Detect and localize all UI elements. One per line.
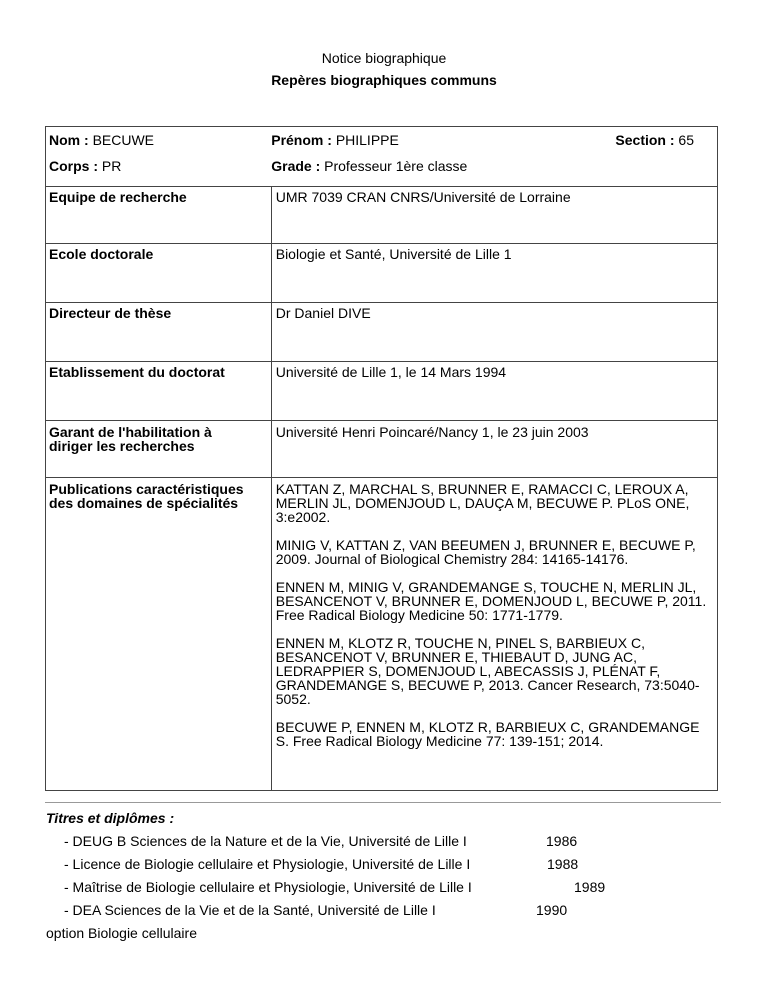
row-directeur xyxy=(46,303,718,362)
publication-item: ENNEN M, KLOTZ R, TOUCHE N, PINEL S, BARBIEUX C, BESANCENOT V, BRUNNER E, THIEBAUT D, JUNG AC, LEDRAPPIER S, DOMENJOUD L, ABECASSIS J, PLÉNAT F, GRANDEMANGE S, BECUWE P, 2013. Cancer Research, 73:5040-5052. xyxy=(275,635,700,707)
diploma-item: - DEUG B Sciences de la Nature et de la Vie, Université de Lille I xyxy=(64,833,467,849)
bio-table xyxy=(45,126,718,791)
section-value: 65 xyxy=(678,132,694,148)
identity-row-name xyxy=(46,127,718,157)
grade-value: Professeur 1ère classe xyxy=(324,158,468,174)
publication-item: ENNEN M, MINIG V, GRANDEMANGE S, TOUCHE N, MERLIN JL, BESANCENOT V, BRUNNER E, DOMENJOUD L, BECUWE P, 2011. Free Radical Biology Medicine 50: 1771-1779. xyxy=(275,579,707,623)
publications-label: Publications caractéristiques des domaines de spécialités xyxy=(46,478,272,791)
row-label: Garant de l'habilitation à diriger les recherches xyxy=(46,421,272,478)
corps-label: Corps : xyxy=(49,158,98,174)
diploma-year: 1988 xyxy=(547,856,579,872)
row-value: Université Henri Poincaré/Nancy 1, le 23 juin 2003 xyxy=(271,421,717,478)
row-value: UMR 7039 CRAN CNRS/Université de Lorraine xyxy=(271,187,717,244)
prenom-label: Prénom : xyxy=(271,132,332,148)
row-publications xyxy=(46,478,718,791)
publication-item: MINIG V, KATTAN Z, VAN BEEUMEN J, BRUNNER E, BECUWE P, 2009. Journal of Biological Chemistry 284: 14165-14176. xyxy=(275,537,696,567)
row-equipe xyxy=(46,187,718,244)
diploma-year: 1986 xyxy=(546,833,578,849)
diploma-year: 1990 xyxy=(536,902,568,918)
publication-item: KATTAN Z, MARCHAL S, BRUNNER E, RAMACCI C, LEROUX A, MERLIN JL, DOMENJOUD L, DAUÇA M, BECUWE P. PLoS ONE, 3:e2002. xyxy=(275,481,690,525)
nom-label: Nom : xyxy=(49,132,89,148)
row-etablissement xyxy=(46,362,718,421)
titres-heading: Titres et diplômes : xyxy=(46,810,175,826)
prenom-value: PHILIPPE xyxy=(335,132,399,148)
document-title: Repères biographiques communs xyxy=(271,72,497,88)
identity-row-corps xyxy=(46,156,718,187)
diploma-item: - DEA Sciences de la Vie et de la Santé, Université de Lille I xyxy=(64,902,436,918)
document-type: Notice biographique xyxy=(321,50,447,66)
publications-list xyxy=(271,478,717,791)
diploma-year: 1989 xyxy=(574,879,606,895)
section-divider xyxy=(45,802,721,803)
section-label: Section : xyxy=(615,132,675,148)
row-ecole xyxy=(46,244,718,303)
diploma-item: - Licence de Biologie cellulaire et Physiologie, Université de Lille I xyxy=(64,856,471,872)
row-label: Ecole doctorale xyxy=(46,244,272,303)
grade-label: Grade : xyxy=(271,158,321,174)
row-value: Biologie et Santé, Université de Lille 1 xyxy=(271,244,717,303)
row-label: Equipe de recherche xyxy=(46,187,272,244)
row-value: Dr Daniel DIVE xyxy=(271,303,717,362)
row-label: Etablissement du doctorat xyxy=(46,362,272,421)
diploma-item: - Maîtrise de Biologie cellulaire et Physiologie, Université de Lille I xyxy=(64,879,472,895)
diploma-option: option Biologie cellulaire xyxy=(46,925,197,941)
row-label: Directeur de thèse xyxy=(46,303,272,362)
publication-item: BECUWE P, ENNEN M, KLOTZ R, BARBIEUX C, GRANDEMANGE S. Free Radical Biology Medicine 77: 139-151; 2014. xyxy=(275,719,700,749)
section-field xyxy=(615,133,694,147)
corps-value: PR xyxy=(101,158,122,174)
row-garant xyxy=(46,421,718,478)
row-value: Université de Lille 1, le 14 Mars 1994 xyxy=(271,362,717,421)
nom-value: BECUWE xyxy=(92,132,155,148)
